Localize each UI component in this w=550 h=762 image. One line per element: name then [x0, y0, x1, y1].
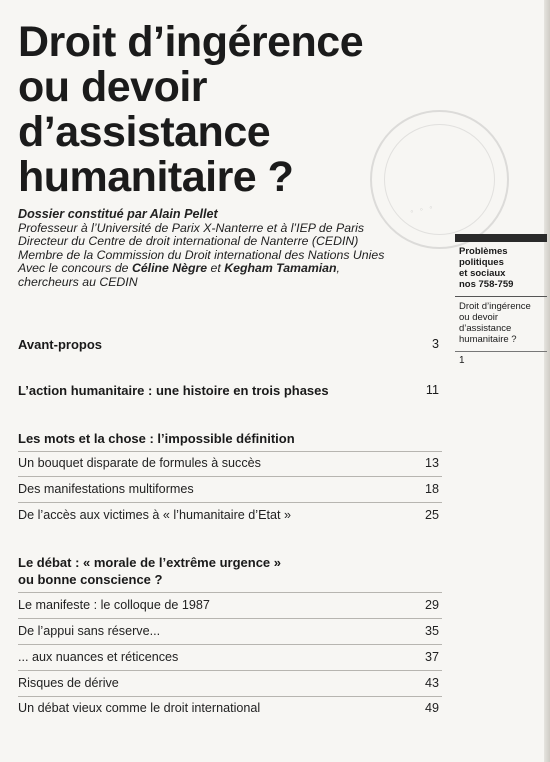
toc-entry[interactable]: De l’accès aux victimes à « l’humanitaire d’Etat » 25	[18, 508, 439, 522]
library-stamp: ◦ ◦ ◦	[370, 110, 509, 249]
toc-entry[interactable]: De l’appui sans réserve... 35	[18, 624, 439, 638]
toc-divider	[18, 696, 442, 697]
toc-page-number: 43	[424, 676, 439, 690]
toc-entry[interactable]: ... aux nuances et réticences 37	[18, 650, 439, 664]
toc-divider	[18, 476, 442, 477]
series-title: Problèmes politiques et sociaux nos 758-759	[455, 246, 547, 290]
sidebar-divider	[455, 351, 547, 352]
toc-divider	[18, 592, 442, 593]
toc-divider	[18, 618, 442, 619]
contributor-2: Kegham Tamamian	[224, 261, 337, 275]
page-number: 1	[459, 355, 465, 366]
page-edge	[544, 0, 550, 762]
contributor-1: Céline Nègre	[131, 261, 208, 275]
author-affiliation-2: Directeur du Centre de droit international de Nanterre (CEDIN)	[18, 234, 359, 248]
title-line-2: ou devoir	[18, 63, 208, 111]
toc-page-number: 3	[431, 337, 439, 351]
toc-entry[interactable]: Des manifestations multiformes 18	[18, 482, 439, 496]
issue-number: nos 758-759	[459, 279, 514, 290]
toc-divider	[18, 451, 442, 452]
toc-page-number: 49	[424, 701, 439, 715]
toc-section-action-humanitaire[interactable]: L’action humanitaire : une histoire en trois phases 11	[18, 383, 439, 398]
contributors-line: Avec le concours de Céline Nègre et Kegham Tamamian,	[18, 261, 340, 275]
toc-divider	[18, 670, 442, 671]
author-credits	[18, 208, 438, 289]
toc-page-number: 25	[424, 508, 439, 522]
toc-entry[interactable]: Risques de dérive 43	[18, 676, 439, 690]
toc-entry[interactable]: Un bouquet disparate de formules à succès 13	[18, 456, 439, 470]
toc-page-number: 13	[424, 456, 439, 470]
toc-page-number: 29	[424, 598, 439, 612]
toc-page-number: 37	[424, 650, 439, 664]
toc-section-debat[interactable]: Le débat : « morale de l’extrême urgence » ou bonne conscience ?	[18, 555, 281, 587]
document-title	[18, 20, 438, 200]
toc-page-number: 35	[424, 624, 439, 638]
title-line-1: Droit d’ingérence	[18, 18, 364, 66]
toc-section-mots[interactable]: Les mots et la chose : l’impossible définition	[18, 431, 295, 446]
dossier-author: Dossier constitué par Alain Pellet	[18, 207, 218, 221]
toc-page-number: 11	[425, 383, 439, 397]
toc-divider	[18, 502, 442, 503]
publication-sidebar	[455, 234, 547, 366]
author-affiliation-1: Professeur à l’Université de Parix X-Nanterre et à l’IEP de Paris	[18, 220, 365, 235]
contributors-role: chercheurs au CEDIN	[18, 274, 138, 289]
toc-entry[interactable]: Le manifeste : le colloque de 1987 29	[18, 598, 439, 612]
author-affiliation-3: Membre de la Commission du Droit international des Nations Unies	[18, 247, 385, 262]
title-line-3: d’assistance	[18, 108, 271, 156]
sidebar-bar	[455, 234, 547, 242]
toc-page-number: 18	[424, 482, 439, 496]
sidebar-topic: Droit d’ingérence ou devoir d’assistance humanitaire ?	[459, 301, 531, 345]
toc-section-avant-propos[interactable]: Avant-propos 3	[18, 337, 439, 352]
toc-entry[interactable]: Un débat vieux comme le droit international 49	[18, 701, 439, 715]
sidebar-divider	[455, 296, 547, 297]
title-line-4: humanitaire ?	[18, 153, 294, 201]
toc-divider	[18, 644, 442, 645]
